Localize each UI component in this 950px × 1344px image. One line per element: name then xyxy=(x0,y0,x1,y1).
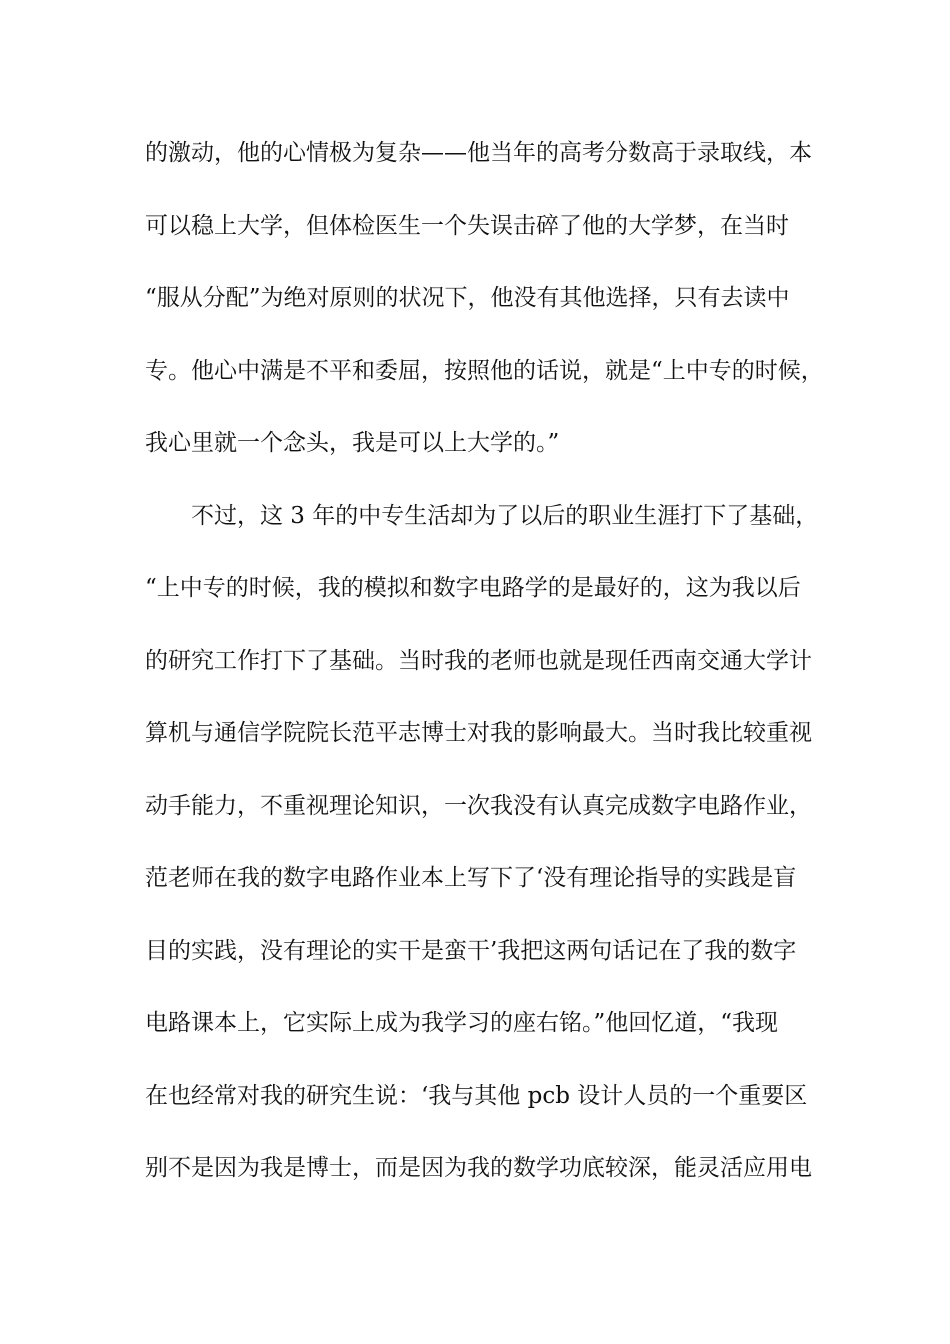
text-line: “上中专的时候，我的模拟和数字电路学的是最好的，这为我以后 xyxy=(145,575,801,601)
text-line: 我心里就一个念头，我是可以上大学的。” xyxy=(145,430,560,456)
text-line: 别不是因为我是博士，而是因为我的数学功底较深，能灵活应用电 xyxy=(145,1155,812,1181)
text-line: 在也经常对我的研究生说：‘我与其他 pcb 设计人员的一个重要区 xyxy=(145,1082,808,1109)
text-line: 范老师在我的数字电路作业本上写下了‘没有理论指导的实践是盲 xyxy=(145,865,797,891)
text-line: 目的实践，没有理论的实干是蛮干’我把这两句话记在了我的数字 xyxy=(145,937,797,964)
text-line: “服从分配”为绝对原则的状况下，他没有其他选择，只有去读中 xyxy=(145,285,790,311)
text-line: 电路课本上，它实际上成为我学习的座右铭。”他回忆道，“我现 xyxy=(145,1010,779,1036)
text-line: 算机与通信学院院长范平志博士对我的影响最大。当时我比较重视 xyxy=(145,720,812,746)
text-line: 可以稳上大学，但体检医生一个失误击碎了他的大学梦，在当时 xyxy=(145,212,789,239)
text-line: 的研究工作打下了基础。当时我的老师也就是现任西南交通大学计 xyxy=(145,647,812,674)
paragraph-first-line: 不过，这 3 年的中专生活却为了以后的职业生涯打下了基础， xyxy=(191,502,819,529)
body-text xyxy=(145,130,845,1218)
text-line: 动手能力，不重视理论知识，一次我没有认真完成数字电路作业， xyxy=(145,792,812,819)
text-line: 专。他心中满是不平和委屈，按照他的话说，就是“上中专的时候， xyxy=(145,357,824,384)
text-line: 的激动，他的心情极为复杂——他当年的高考分数高于录取线，本 xyxy=(145,140,812,166)
